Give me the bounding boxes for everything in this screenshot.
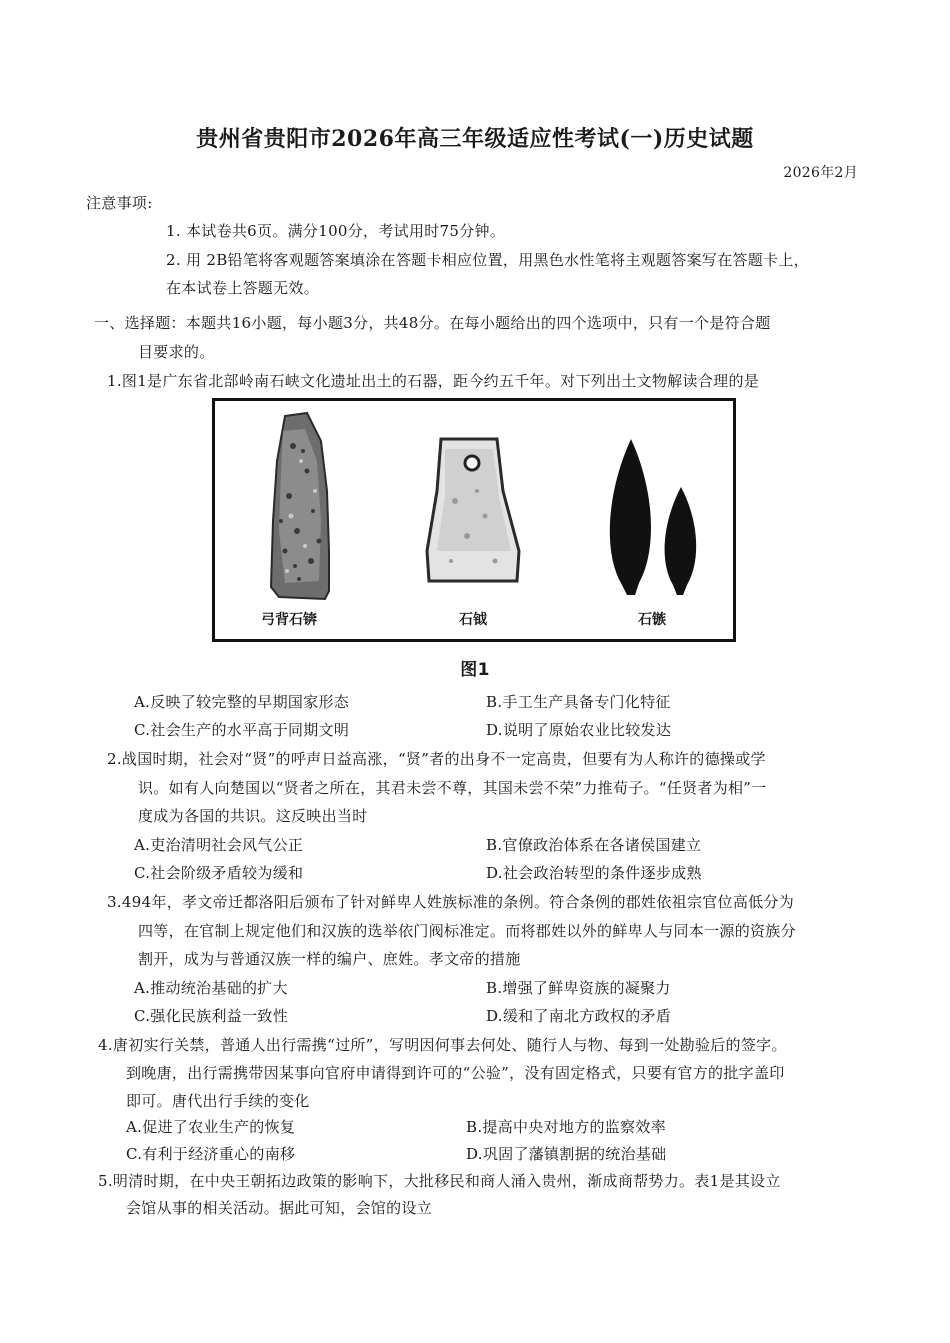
q2-option-b: B.官僚政治体系在各诸侯国建立 <box>486 836 702 854</box>
notice-item: 2. 用 2B铅笔将客观题答案填涂在答题卡相应位置，用黑色水性笔将主观题答案写在答题卡上， <box>166 251 809 269</box>
q2-option-c: C.社会阶级矛盾较为缓和 <box>134 864 304 882</box>
q4-option-a: A.促进了农业生产的恢复 <box>126 1118 296 1136</box>
q1-option-d: D.说明了原始农业比较发达 <box>486 721 672 739</box>
page-title: 贵州省贵阳市2026年高三年级适应性考试(一)历史试题 <box>196 126 754 152</box>
section-heading-cont: 目要求的。 <box>138 343 215 361</box>
question-2-stem: 识。如有人向楚国以“贤者之所在，其君未尝不尊，其国未尝不荣”力推荀子。“任贤者为相”一 <box>138 779 767 797</box>
figure-caption: 图1 <box>460 660 490 680</box>
question-5-stem: 5.明清时期，在中央王朝拓边政策的影响下，大批移民和商人涌入贵州，渐成商帮势力。表1是其设立 <box>98 1172 781 1190</box>
q3-option-b: B.增强了鲜卑资族的凝聚力 <box>486 979 671 997</box>
q1-option-b: B.手工生产具备专门化特征 <box>486 693 671 711</box>
section-heading: 一、选择题：本题共16小题，每小题3分，共48分。在每小题给出的四个选项中，只有一个是符合题 <box>94 314 771 332</box>
q1-option-a: A.反映了较完整的早期国家形态 <box>134 693 350 711</box>
question-1-stem: 1.图1是广东省北部岭南石峡文化遗址出土的石器，距今约五千年。对下列出土文物解读合理的是 <box>107 372 760 390</box>
q2-option-d: D.社会政治转型的条件逐步成熟 <box>486 864 702 882</box>
q4-option-b: B.提高中央对地方的监察效率 <box>466 1118 666 1136</box>
question-4-stem: 即可。唐代出行手续的变化 <box>126 1092 310 1110</box>
stone-axe-image <box>427 439 519 581</box>
figure-label-adze: 弓背石锛 <box>261 612 317 628</box>
notice-item: 在本试卷上答题无效。 <box>166 279 320 297</box>
question-3-stem: 割开，成为与普通汉族一样的编户、庶姓。孝文帝的措施 <box>138 950 521 968</box>
stone-tools-illustration <box>215 401 733 639</box>
question-5-stem: 会馆从事的相关活动。据此可知，会馆的设立 <box>126 1199 433 1217</box>
q2-option-a: A.吏治清明社会风气公正 <box>134 836 304 854</box>
question-3-stem: 四等，在官制上规定他们和汉族的选举依门阀标准定。而将郡姓以外的鲜卑人与同本一源的资族分 <box>138 922 796 940</box>
question-2-stem: 度成为各国的共识。这反映出当时 <box>138 807 368 825</box>
q4-option-d: D.巩固了藩镇割据的统治基础 <box>466 1145 667 1163</box>
notice-item: 1. 本试卷共6页。满分100分，考试用时75分钟。 <box>166 222 506 240</box>
question-3-stem: 3.494年，孝文帝迁都洛阳后颁布了针对鲜卑人姓族标准的条例。符合条例的郡姓依祖宗官位高低分为 <box>107 893 795 911</box>
question-2-stem: 2.战国时期，社会对“贤”的呼声日益高涨，“贤”者的出身不一定高贵，但要有为人称许的德操或学 <box>107 750 766 768</box>
q4-option-c: C.有利于经济重心的南移 <box>126 1145 296 1163</box>
question-4-stem: 4.唐初实行关禁，普通人出行需携“过所”，写明因何事去何处、随行人与物、每到一处勘验后的签字。 <box>98 1036 787 1054</box>
stone-arrowhead-image <box>610 439 696 595</box>
q3-option-d: D.缓和了南北方政权的矛盾 <box>486 1007 672 1025</box>
question-4-stem: 到晚唐，出行需携带因某事向官府申请得到许可的“公验”，没有固定格式，只要有官方的批字盖印 <box>126 1064 785 1082</box>
notice-heading: 注意事项: <box>86 194 153 212</box>
figure-1-artifacts <box>212 398 736 642</box>
stone-adze-image <box>271 413 329 599</box>
q3-option-c: C.强化民族利益一致性 <box>134 1007 289 1025</box>
figure-label-axe: 石钺 <box>459 612 487 628</box>
figure-label-arrowhead: 石镞 <box>638 612 666 628</box>
q3-option-a: A.推动统治基础的扩大 <box>134 979 288 997</box>
exam-date: 2026年2月 <box>783 165 858 181</box>
q1-option-c: C.社会生产的水平高于同期文明 <box>134 721 350 739</box>
